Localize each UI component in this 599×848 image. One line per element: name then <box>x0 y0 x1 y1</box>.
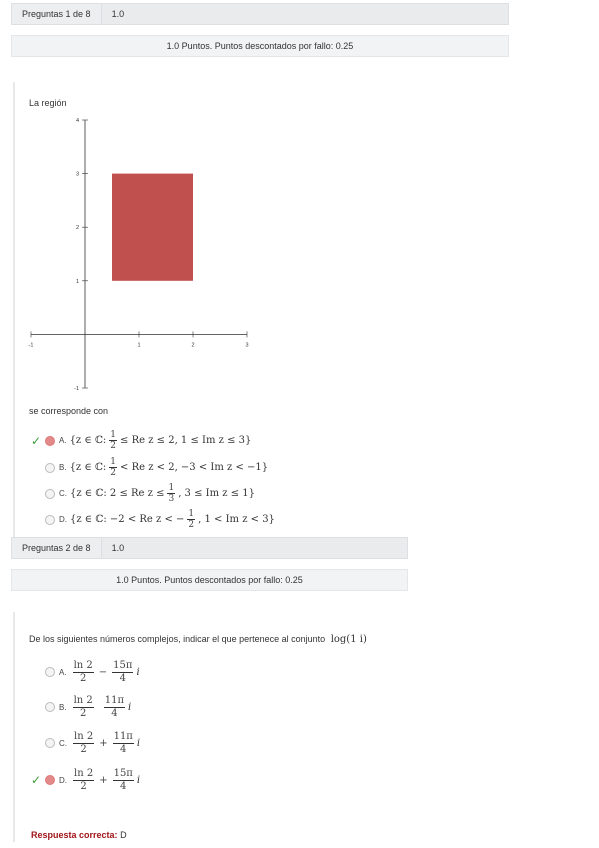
y-tick-label: 1 <box>75 278 79 285</box>
shaded-region <box>112 174 193 281</box>
points-info-bar: 1.0 Puntos. Puntos descontados por fallo: 0.25 <box>11 569 408 591</box>
answer-option[interactable] <box>31 731 140 755</box>
answer-option[interactable] <box>31 509 275 531</box>
radio-button[interactable] <box>45 515 55 525</box>
correct-answer-value: D <box>120 830 127 840</box>
correct-answer-label: Respuesta correcta: <box>31 830 118 840</box>
option-letter: A. <box>59 436 67 446</box>
correct-check-icon: ✓ <box>31 773 42 787</box>
option-letter: C. <box>59 738 67 748</box>
radio-button[interactable] <box>45 702 55 712</box>
answer-option[interactable] <box>31 457 268 479</box>
radio-button[interactable] <box>45 738 55 748</box>
radio-button[interactable] <box>45 667 55 677</box>
y-tick-label: 3 <box>75 171 79 178</box>
y-tick-label: 2 <box>75 225 79 232</box>
correct-answer <box>31 830 127 840</box>
option-fraction-real: $\frac{\ln 2}{2}$ <box>74 768 94 792</box>
option-letter: D. <box>59 775 67 785</box>
radio-button[interactable] <box>45 436 55 446</box>
option-math-rest: ≤ Re z ≤ 2, 1 ≤ Im z ≤ 3} <box>120 435 252 447</box>
option-imag-unit: i <box>136 737 141 749</box>
correct-check-icon: ✓ <box>31 433 42 448</box>
statement-text: De los siguientes números complejos, indicar el que pertenece al conjunto <box>29 634 326 644</box>
points-info-bar: 1.0 Puntos. Puntos descontados por fallo: 0.25 <box>11 35 509 57</box>
question-1-after-chart: se corresponde con <box>29 406 109 416</box>
option-fraction-imag: $\frac{15\pi}{4}$ <box>113 768 133 792</box>
option-fraction: $\frac{1}{2}$ <box>188 509 195 531</box>
question-1-header <box>11 3 509 25</box>
option-fraction-imag: $\frac{15\pi}{4}$ <box>113 660 133 684</box>
option-math-rest: < Re z < 2, −3 < Im z < −1} <box>120 462 269 474</box>
option-math: {z ∈ ℂ: <box>69 435 107 447</box>
option-fraction: $\frac{1}{2}$ <box>110 457 117 479</box>
option-math: {z ∈ ℂ: <box>69 462 107 474</box>
answer-option[interactable] <box>31 483 255 505</box>
question-number-label: Preguntas 1 de 8 <box>11 3 102 25</box>
region-chart <box>25 112 265 402</box>
radio-button[interactable] <box>45 489 55 499</box>
option-math-rest: , 1 < Im z < 3} <box>198 514 275 526</box>
question-2-statement <box>29 634 367 645</box>
question-2-left-border <box>13 612 15 842</box>
answer-option[interactable] <box>31 695 131 719</box>
y-tick-label: -1 <box>74 386 79 392</box>
option-fraction-real: $\frac{\ln 2}{2}$ <box>73 660 93 684</box>
option-operator: + <box>99 774 108 786</box>
x-tick-label: 3 <box>245 342 249 349</box>
option-letter: B. <box>59 702 67 712</box>
question-number-label: Preguntas 2 de 8 <box>11 537 102 559</box>
question-2-header <box>11 537 408 559</box>
option-fraction-imag: $\frac{11\pi}{4}$ <box>113 731 133 755</box>
question-1-left-border <box>13 82 15 537</box>
radio-button[interactable] <box>45 775 55 785</box>
answer-option[interactable] <box>31 660 140 684</box>
radio-button[interactable] <box>45 463 55 473</box>
option-letter: A. <box>59 667 67 677</box>
option-imag-unit: i <box>128 701 132 713</box>
question-score: 1.0 <box>102 3 509 25</box>
option-imag-unit: i <box>136 666 140 678</box>
question-1-intro: La región <box>29 98 67 108</box>
option-letter: D. <box>59 515 67 525</box>
option-fraction-real: $\frac{\ln 2}{2}$ <box>73 695 93 719</box>
answer-option[interactable] <box>31 430 251 452</box>
x-tick-label: 2 <box>191 342 195 349</box>
option-letter: C. <box>59 489 67 499</box>
option-operator: − <box>98 666 108 678</box>
option-math: {z ∈ ℂ: −2 < Re z < − <box>70 514 185 526</box>
option-math-rest: , 3 ≤ Im z ≤ 1} <box>178 488 255 500</box>
option-fraction-real: $\frac{\ln 2}{2}$ <box>74 731 94 755</box>
y-tick-label: 4 <box>75 118 79 124</box>
option-fraction: $\frac{1}{2}$ <box>110 430 117 452</box>
option-math: {z ∈ ℂ: 2 ≤ Re z ≤ <box>70 488 165 500</box>
answer-option[interactable] <box>31 768 140 792</box>
statement-math: log(1 i) <box>330 634 367 645</box>
option-letter: B. <box>59 463 67 473</box>
option-operator: + <box>99 737 108 749</box>
question-score: 1.0 <box>102 537 408 559</box>
x-tick-label: -1 <box>28 342 34 349</box>
option-imag-unit: i <box>136 774 141 786</box>
option-fraction: $\frac{1}{3}$ <box>168 483 175 505</box>
x-tick-label: 1 <box>137 342 141 349</box>
option-fraction-imag: $\frac{11\pi}{4}$ <box>104 695 125 719</box>
